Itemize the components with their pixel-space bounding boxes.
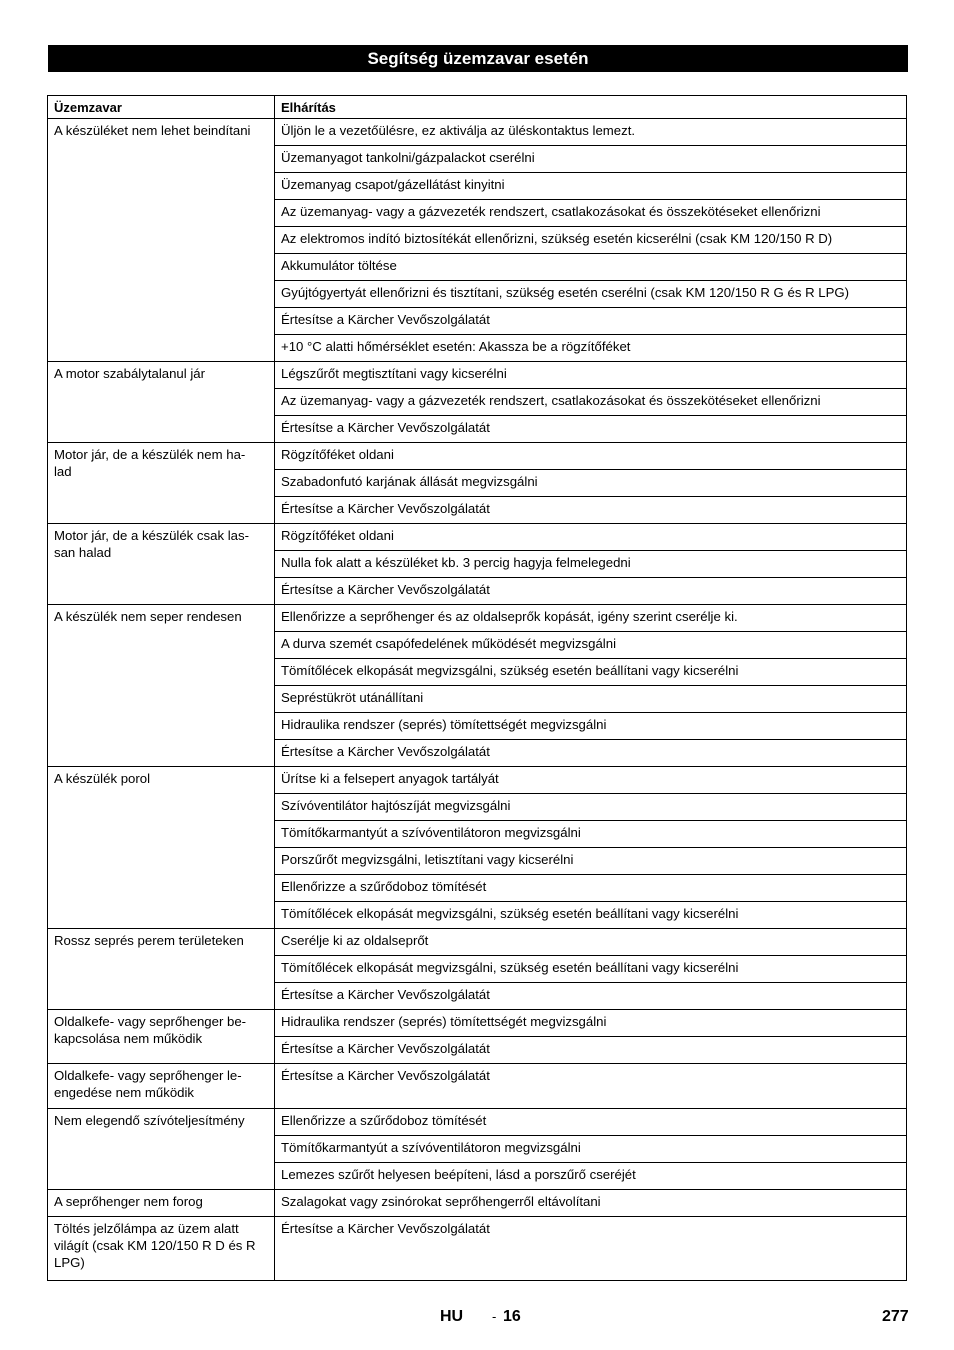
remedy-cell: Porszűrőt megvizsgálni, letisztítani vagy kicserélni: [275, 848, 907, 875]
table-row: [48, 443, 907, 470]
remedy-cell: Hidraulika rendszer (seprés) tömítettségét megvizsgálni: [275, 1010, 907, 1037]
remedy-cell: Értesítse a Kärcher Vevőszolgálatát: [275, 983, 907, 1010]
fault-cell: A seprőhenger nem forog: [48, 1190, 275, 1217]
fault-cell: A motor szabálytalanul jár: [48, 362, 275, 443]
remedy-cell: Értesítse a Kärcher Vevőszolgálatát: [275, 497, 907, 524]
fault-cell: Nem elegendő szívóteljesítmény: [48, 1109, 275, 1190]
remedy-cell: Szívóventilátor hajtószíját megvizsgálni: [275, 794, 907, 821]
remedy-cell: Értesítse a Kärcher Vevőszolgálatát: [275, 1037, 907, 1064]
fault-cell: A készülék porol: [48, 767, 275, 929]
remedy-cell: Az üzemanyag- vagy a gázvezeték rendszert, csatlakozásokat és összekötéseket ellenőrizni: [275, 200, 907, 227]
remedy-cell: Légszűrőt megtisztítani vagy kicserélni: [275, 362, 907, 389]
remedy-cell: Rögzítőféket oldani: [275, 524, 907, 551]
footer-page-number: 277: [882, 1308, 909, 1325]
table-row: [48, 767, 907, 794]
table-row: [48, 1064, 907, 1109]
remedy-cell: Lemezes szűrőt helyesen beépíteni, lásd a porszűrő cseréjét: [275, 1163, 907, 1190]
table-body: [48, 119, 907, 1281]
remedy-cell: Szabadonfutó karjának állását megvizsgálni: [275, 470, 907, 497]
table-row: [48, 929, 907, 956]
page-title: Segítség üzemzavar esetén: [48, 45, 908, 72]
header-fault: Üzemzavar: [48, 96, 275, 119]
fault-cell: Oldalkefe- vagy seprőhenger le- engedése nem működik: [48, 1064, 275, 1109]
remedy-cell: Szalagokat vagy zsinórokat seprőhengerről eltávolítani: [275, 1190, 907, 1217]
remedy-cell: Üljön le a vezetőülésre, ez aktiválja az üléskontaktus lemezt.: [275, 119, 907, 146]
remedy-cell: Hidraulika rendszer (seprés) tömítettségét megvizsgálni: [275, 713, 907, 740]
footer-language: HU: [440, 1308, 464, 1325]
remedy-cell: A durva szemét csapófedelének működését megvizsgálni: [275, 632, 907, 659]
table-row: [48, 1109, 907, 1136]
remedy-cell: Gyújtógyertyát ellenőrizni és tisztítani, szükség esetén cserélni (csak KM 120/150 R G és R LPG): [275, 281, 907, 308]
remedy-cell: Tömítőlécek elkopását megvizsgálni, szükség esetén beállítani vagy kicserélni: [275, 956, 907, 983]
remedy-cell: Értesítse a Kärcher Vevőszolgálatát: [275, 416, 907, 443]
remedy-cell: Üzemanyag csapot/gázellátást kinyitni: [275, 173, 907, 200]
remedy-cell: Ellenőrizze a szűrődoboz tömítését: [275, 1109, 907, 1136]
remedy-cell: Akkumulátor töltése: [275, 254, 907, 281]
table-row: [48, 524, 907, 551]
fault-cell: Motor jár, de a készülék nem ha- lad: [48, 443, 275, 524]
remedy-cell: Cserélje ki az oldalseprőt: [275, 929, 907, 956]
remedy-cell: Az üzemanyag- vagy a gázvezeték rendszert, csatlakozásokat és összekötéseket ellenőrizni: [275, 389, 907, 416]
remedy-cell: Üzemanyagot tankolni/gázpalackot cserélni: [275, 146, 907, 173]
fault-cell: A készüléket nem lehet beindítani: [48, 119, 275, 362]
remedy-cell: Tömítőkarmantyút a szívóventilátoron megvizsgálni: [275, 1136, 907, 1163]
table-row: [48, 362, 907, 389]
remedy-cell: Sepréstükröt utánállítani: [275, 686, 907, 713]
remedy-cell: Rögzítőféket oldani: [275, 443, 907, 470]
table-row: [48, 1190, 907, 1217]
table-header-row: [48, 96, 907, 119]
fault-cell: Oldalkefe- vagy seprőhenger be- kapcsolása nem működik: [48, 1010, 275, 1064]
remedy-cell: Az elektromos indító biztosítékát ellenőrizni, szükség esetén kicserélni (csak KM 120/150 R D): [275, 227, 907, 254]
table-row: [48, 605, 907, 632]
remedy-cell: Ürítse ki a felsepert anyagok tartályát: [275, 767, 907, 794]
table-row: [48, 1217, 907, 1281]
remedy-cell: Ellenőrizze a seprőhenger és az oldalseprők kopását, igény szerint cserélje ki.: [275, 605, 907, 632]
fault-cell: Motor jár, de a készülék csak las- san halad: [48, 524, 275, 605]
footer-section-page: 16: [503, 1308, 521, 1325]
header-remedy: Elhárítás: [275, 96, 907, 119]
remedy-cell: Értesítse a Kärcher Vevőszolgálatát: [275, 740, 907, 767]
remedy-cell: Tömítőlécek elkopását megvizsgálni, szükség esetén beállítani vagy kicserélni: [275, 659, 907, 686]
remedy-cell: Tömítőkarmantyút a szívóventilátoron megvizsgálni: [275, 821, 907, 848]
fault-cell: Töltés jelzőlámpa az üzem alatt világít (csak KM 120/150 R D és R LPG): [48, 1217, 275, 1281]
table-row: [48, 1010, 907, 1037]
fault-cell: A készülék nem seper rendesen: [48, 605, 275, 767]
remedy-cell: Értesítse a Kärcher Vevőszolgálatát: [275, 1064, 907, 1109]
remedy-cell: Értesítse a Kärcher Vevőszolgálatát: [275, 308, 907, 335]
remedy-cell: Ellenőrizze a szűrődoboz tömítését: [275, 875, 907, 902]
remedy-cell: Értesítse a Kärcher Vevőszolgálatát: [275, 578, 907, 605]
remedy-cell: Értesítse a Kärcher Vevőszolgálatát: [275, 1217, 907, 1281]
footer-dash: -: [492, 1309, 497, 1324]
table-row: [48, 119, 907, 146]
remedy-cell: Nulla fok alatt a készüléket kb. 3 percig hagyja felmelegedni: [275, 551, 907, 578]
remedy-cell: +10 °C alatti hőmérséklet esetén: Akassza be a rögzítőféket: [275, 335, 907, 362]
remedy-cell: Tömítőlécek elkopását megvizsgálni, szükség esetén beállítani vagy kicserélni: [275, 902, 907, 929]
fault-cell: Rossz seprés perem területeken: [48, 929, 275, 1010]
troubleshooting-table: [47, 95, 907, 1281]
